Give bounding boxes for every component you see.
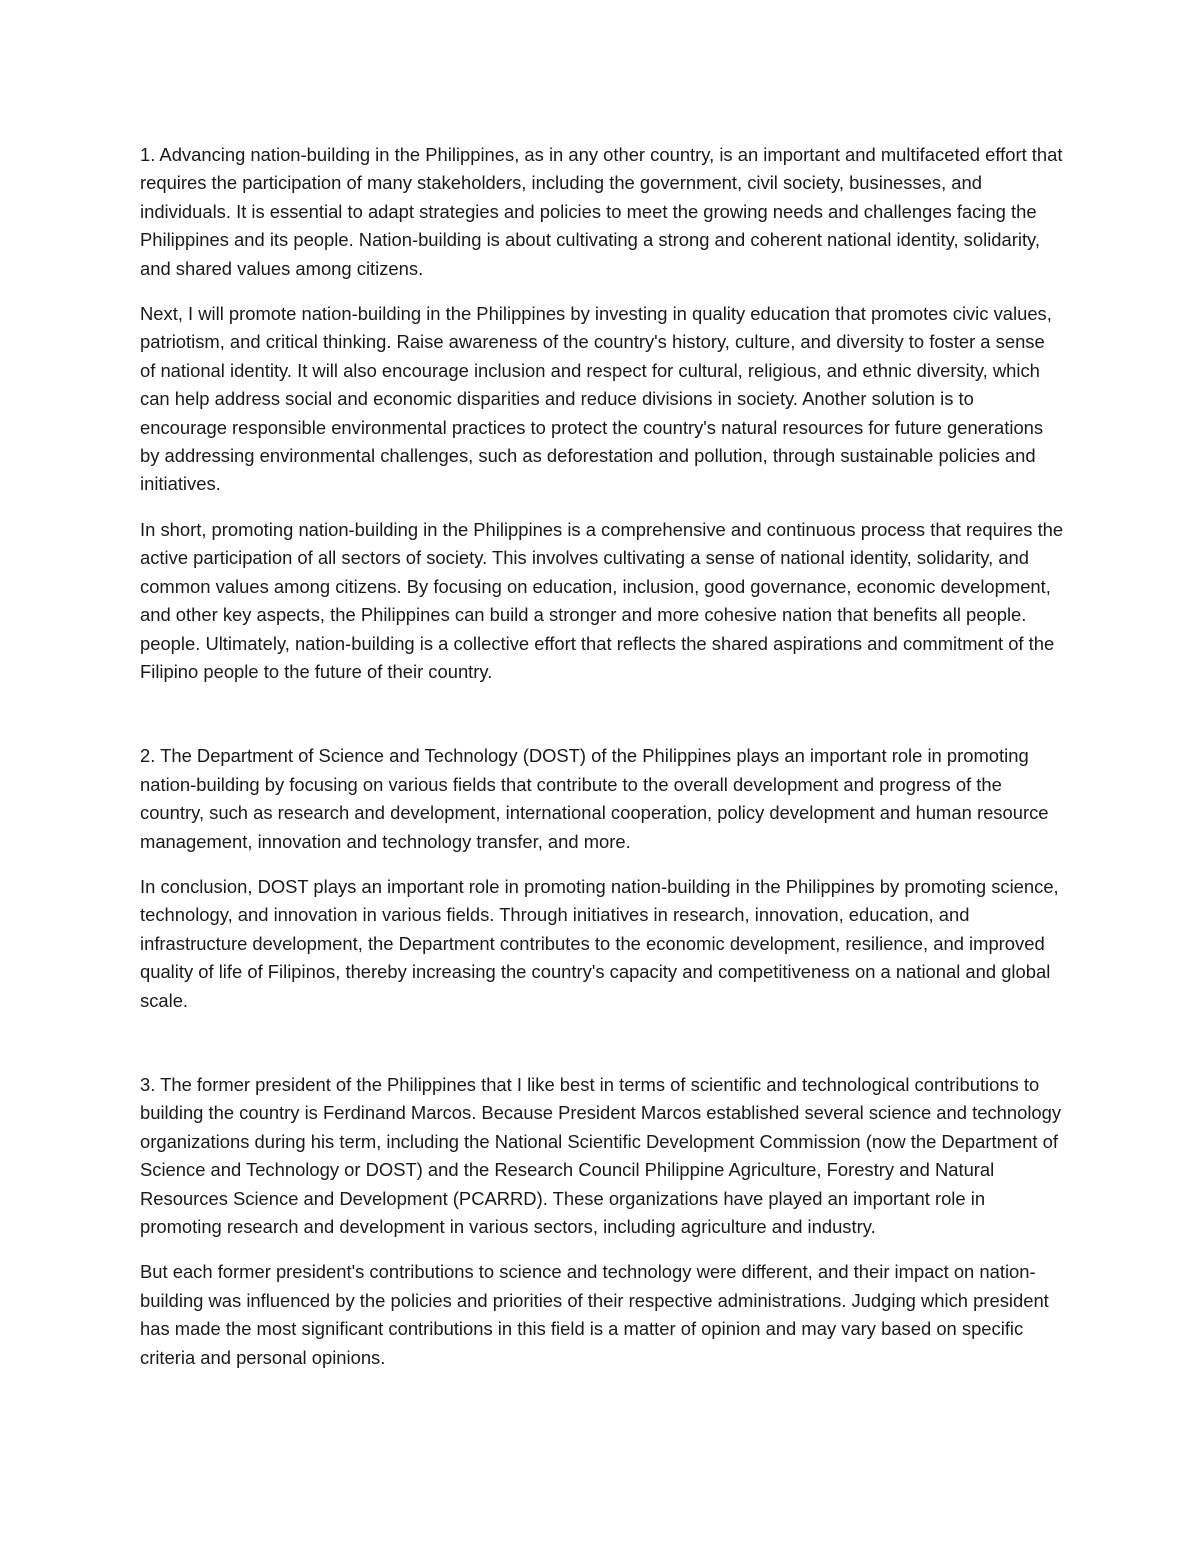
section-spacer: [140, 1032, 1065, 1071]
paragraph: In short, promoting nation-building in the Philippines is a comprehensive and continuous process that requires the active participation of all sectors of society. This involves cultivating a sense of national identity, solidarity, and common values among citizens. By focusing on education, inclusion, good governance, economic development, and other key aspects, the Philippines can build a stronger and more cohesive nation that benefits all people. people. Ultimately, nation-building is a collective effort that reflects the shared aspirations and commitment of the Filipino people to the future of their country.: [140, 518, 1064, 682]
section-spacer: [140, 703, 1065, 742]
document-body: [140, 141, 1065, 1389]
paragraph: 1. Advancing nation-building in the Philippines, as in any other country, is an important and multifaceted effort that requires the participation of many stakeholders, including the government, civil society, businesses, and individuals. It is essential to adapt strategies and policies to meet the growing needs and challenges facing the Philippines and its people. Nation-building is about cultivating a strong and coherent national identity, solidarity, and shared values among citizens.: [140, 144, 1063, 279]
paragraph: Next, I will promote nation-building in the Philippines by investing in quality education that promotes civic values, patriotism, and critical thinking. Raise awareness of the country's history, culture, and diversity to foster a sense of national identity. It will also encourage inclusion and respect for cultural, religious, and ethnic diversity, which can help address social and economic disparities and reduce divisions in society. Another solution is to encourage responsible environmental practices to protect the country's natural resources for future generations by addressing environmental challenges, such as deforestation and pollution, through sustainable policies and initiatives.: [140, 303, 1052, 495]
answer-2: [140, 742, 1065, 1015]
paragraph: But each former president's contributions to science and technology were different, and their impact on nation-building was influenced by the policies and priorities of their respective administrations. Judging which president has made the most significant contributions in this field is a matter of opinion and may vary based on specific criteria and personal opinions.: [140, 1261, 1049, 1368]
paragraph: In conclusion, DOST plays an important role in promoting nation-building in the Philippines by promoting science, technology, and innovation in various fields. Through initiatives in research, innovation, education, and infrastructure development, the Department contributes to the economic development, resilience, and improved quality of life of Filipinos, thereby increasing the country's capacity and competitiveness on a national and global scale.: [140, 875, 1059, 1011]
paragraph: 3. The former president of the Philippines that I like best in terms of scientific and technological contributions to building the country is Ferdinand Marcos. Because President Marcos established several science and technology organizations during his term, including the National Scientific Development Commission (now the Department of Science and Technology or DOST) and the Research Council Philippine Agriculture, Forestry and Natural Resources Science and Development (PCARRD). These organizations have played an important role in promoting research and development in various sectors, including agriculture and industry.: [140, 1073, 1062, 1237]
answer-3: [140, 1071, 1065, 1372]
answer-1: [140, 141, 1065, 686]
paragraph: 2. The Department of Science and Technology (DOST) of the Philippines plays an important role in promoting nation-building by focusing on various fields that contribute to the overall development and progress of the country, such as research and development, international cooperation, policy development and human resource management, innovation and technology transfer, and more.: [140, 745, 1049, 852]
